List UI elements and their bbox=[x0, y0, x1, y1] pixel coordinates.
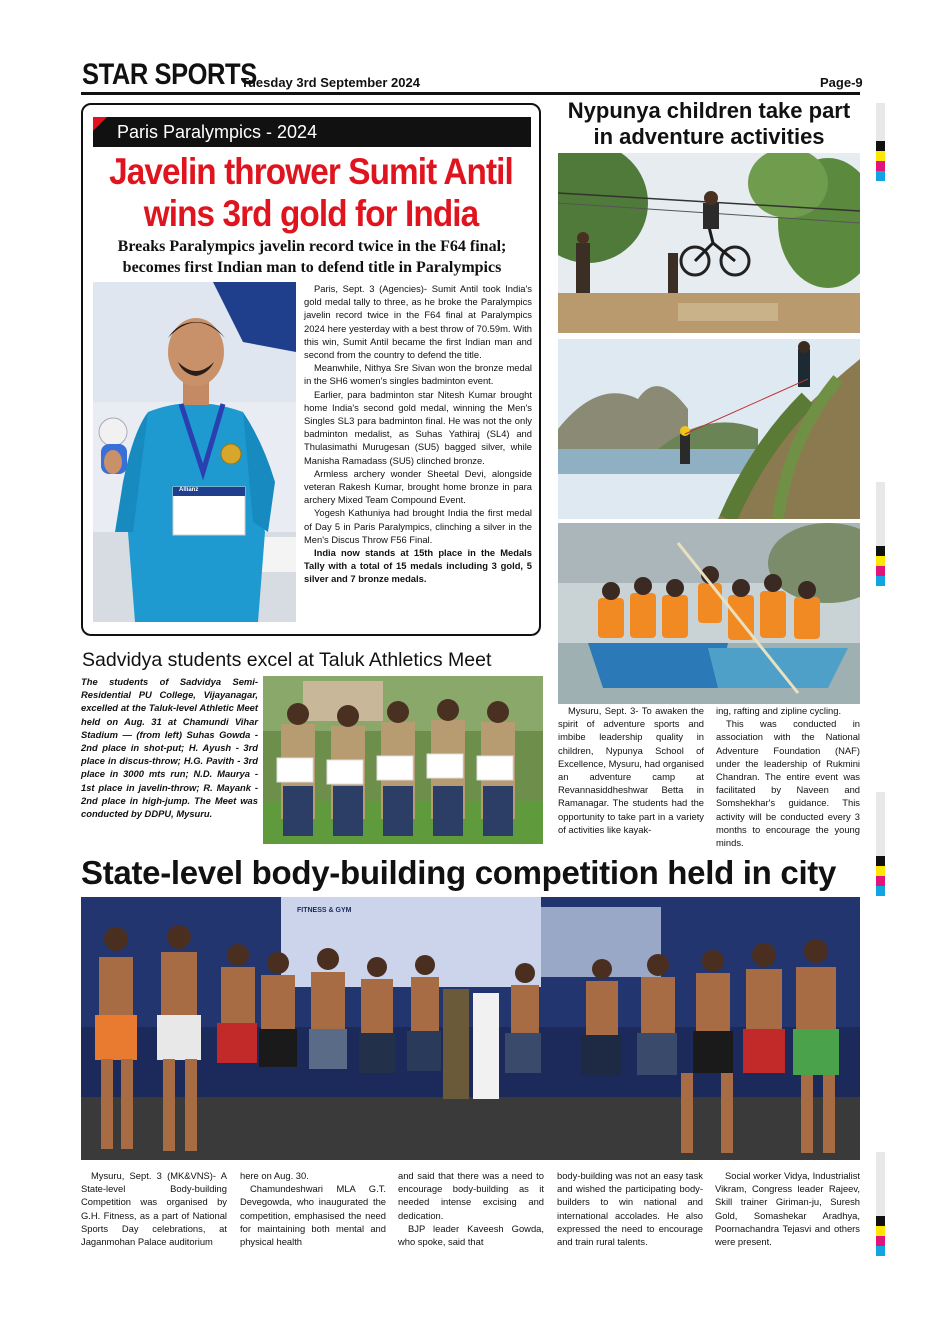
adventure-col-2 bbox=[716, 704, 860, 849]
strip-cyan bbox=[876, 576, 885, 586]
strip-cyan bbox=[876, 886, 885, 896]
strip-yellow bbox=[876, 1226, 885, 1236]
adventure-headline-line2: in adventure activities bbox=[593, 124, 825, 149]
strip-black bbox=[876, 1216, 885, 1226]
page-number: Page-9 bbox=[820, 75, 863, 90]
rappelling-photo bbox=[558, 339, 860, 519]
header-rule bbox=[81, 92, 860, 95]
strip-black bbox=[876, 546, 885, 556]
bodybuilding-paragraph: BJP leader Kaveesh Gowda, who spoke, said that bbox=[398, 1222, 544, 1248]
adventure-paragraph: This was conducted in association with the National Adventure Foundation (NAF) under the leadership of Rukmini Chandran. The entire event was facilitated by Naveen and Somshekhar's guidance. This activity will be conducted every 3 months to encourage the young minds. bbox=[716, 718, 860, 849]
masthead: STAR SPORTS bbox=[82, 58, 257, 91]
main-story-body bbox=[304, 282, 532, 586]
strip-yellow bbox=[876, 556, 885, 566]
strip-cyan bbox=[876, 1246, 885, 1256]
bodybuilding-paragraph: Mysuru, Sept. 3 (MK&VNS)- A State-level Body-building Competition was organised by G.H. Fitness, as a part of National Sports Day celebrations, at Jaganmohan Palace auditorium bbox=[81, 1170, 227, 1248]
bodybuilding-col-5 bbox=[715, 1169, 860, 1248]
main-paragraph: Meanwhile, Nithya Sre Sivan won the bronze medal in the SH6 women's singles badminton event. bbox=[304, 362, 532, 387]
kayaking-photo bbox=[558, 523, 860, 704]
bodybuilding-paragraph: body-building was not an easy task and wished the participating body-builders to win national and international accolades. He also expressed the need to encourage and train rural talents. bbox=[557, 1170, 703, 1248]
athlete-photo bbox=[93, 282, 296, 622]
strip-magenta bbox=[876, 1236, 885, 1246]
bodybuilding-paragraph: here on Aug. 30. bbox=[240, 1170, 309, 1181]
story-kicker: Paris Paralympics - 2024 bbox=[93, 117, 531, 147]
strip-grey bbox=[876, 1152, 885, 1216]
bodybuilding-col-3 bbox=[398, 1169, 544, 1248]
main-closing-bold: India now stands at 15th place in the Medals Tally with a total of 15 medals including 3 gold, 5 silver and 7 bronze medals. bbox=[304, 547, 532, 585]
adventure-headline bbox=[552, 98, 866, 150]
main-paragraph: Armless archery wonder Sheetal Devi, alongside veteran Rakesh Kumar, brought home bronze in para archery Mixed Team Compound Event. bbox=[304, 467, 532, 506]
sadvidya-students-photo bbox=[263, 676, 543, 844]
main-subhead-line1: Breaks Paralympics javelin record twice in the F64 final; bbox=[117, 238, 507, 255]
bodybuilding-headline: State-level body-building competition held in city bbox=[81, 854, 837, 891]
sadvidya-caption: The students of Sadvidya Semi-Residential PU College, Vijayanagar, excelled at the Taluk-level Athletic Meet held on Aug. 31 at Chamundi Vihar Stadium — (from left) Suhas Gowda - 2nd place in shot-put; H. Ayush - 3rd place in discus-throw; H.G. Pavith - 3rd place in 3000 mts run; N.D. Maurya - 1st place in javelin-throw; R. Mayank - 2nd place in high-jump. The Meet was conducted by DDPU, Mysuru. bbox=[81, 676, 258, 820]
strip-grey bbox=[876, 792, 885, 856]
main-paragraph: Yogesh Kathuniya had brought India the first medal of Day 5 in Paris Paralympics, clinching a silver in the Men's Discus Throw F56 Final. bbox=[304, 507, 532, 545]
bodybuilding-paragraph: Social worker Vidya, Industrialist Vikram, Congress leader Rajeev, Skill trainer Giriman-ju, Suresh Gold, Somashekar Aradhya, Poornachandra Tejasvi and others were present. bbox=[715, 1170, 860, 1248]
strip-black bbox=[876, 856, 885, 866]
bodybuilding-paragraph: Chamundeshwari MLA G.T. Devegowda, who inaugurated the competition, emphasised the need for maintaining both mental and physical health bbox=[240, 1183, 386, 1248]
strip-grey bbox=[876, 482, 885, 546]
adventure-paragraph: ing, rafting and zipline cycling. bbox=[716, 705, 842, 716]
adventure-headline-line1: Nypunya children take part bbox=[567, 98, 851, 123]
bodybuilding-col-2 bbox=[240, 1169, 386, 1248]
strip-yellow bbox=[876, 151, 885, 161]
zipline-cycling-photo bbox=[558, 153, 860, 333]
kicker-red-corner bbox=[93, 117, 107, 131]
bodybuilding-paragraph: and said that there was a need to encourage body-building as it needed intense excising and dedication. bbox=[398, 1170, 544, 1221]
main-subhead-line2: becomes first Indian man to defend title in Paralympics bbox=[122, 259, 502, 276]
bodybuilding-col-4 bbox=[557, 1169, 703, 1248]
sadvidya-headline: Sadvidya students excel at Taluk Athletics Meet bbox=[82, 649, 492, 671]
strip-black bbox=[876, 141, 885, 151]
banner-text: FITNESS & GYM bbox=[297, 907, 352, 914]
main-paragraph: Paris, Sept. 3 (Agencies)- Sumit Antil took India's gold medal tally to three, as he broke the Paralympics javelin record twice in the F64 final at Paralympics 2024 here yesterday with a best throw of 70.59m. With this win, Sumit Antil became the first Indian man and second from the country to defend the title. bbox=[304, 283, 532, 361]
sign-top-text: CHAMPIONS bbox=[232, 287, 277, 304]
main-headline-line1: Javelin thrower Sumit Antil bbox=[109, 151, 513, 192]
strip-cyan bbox=[876, 171, 885, 181]
strip-yellow bbox=[876, 866, 885, 876]
strip-grey bbox=[876, 103, 885, 141]
strip-magenta bbox=[876, 566, 885, 576]
strip-magenta bbox=[876, 876, 885, 886]
issue-date: Tuesday 3rd September 2024 bbox=[241, 75, 420, 90]
main-headline bbox=[109, 151, 514, 235]
adventure-paragraph: Mysuru, Sept. 3- To awaken the spirit of adventure sports and imbibe leadership quality in children, Nypunya School of Excellence, Mysuru, had organised an adventure camp at Revannasiddheshwar Betta in Ramanagar. The students had the opportunity to take part in a variety of activities like kayak- bbox=[558, 705, 704, 835]
sign-brand-text: PAR bbox=[239, 304, 284, 329]
bodybuilding-photo bbox=[81, 897, 860, 1160]
main-subhead bbox=[90, 236, 534, 278]
bib-sponsor-text: Allianz bbox=[179, 487, 199, 493]
adventure-col-1 bbox=[558, 704, 704, 836]
bodybuilding-col-1 bbox=[81, 1169, 227, 1248]
main-paragraph: Earlier, para badminton star Nitesh Kumar brought home India's second gold medal, winning the Men's Singles SL3 para badminton final. He was not the only badminton medalist, as Suhas Yathiraj (SL4) and Thulasimathi Murugesan (SU5) bagged silver, while Manisha Ramadass (SU5) clinched bronze. bbox=[304, 388, 532, 466]
main-headline-line2: wins 3rd gold for India bbox=[143, 193, 479, 234]
strip-magenta bbox=[876, 161, 885, 171]
